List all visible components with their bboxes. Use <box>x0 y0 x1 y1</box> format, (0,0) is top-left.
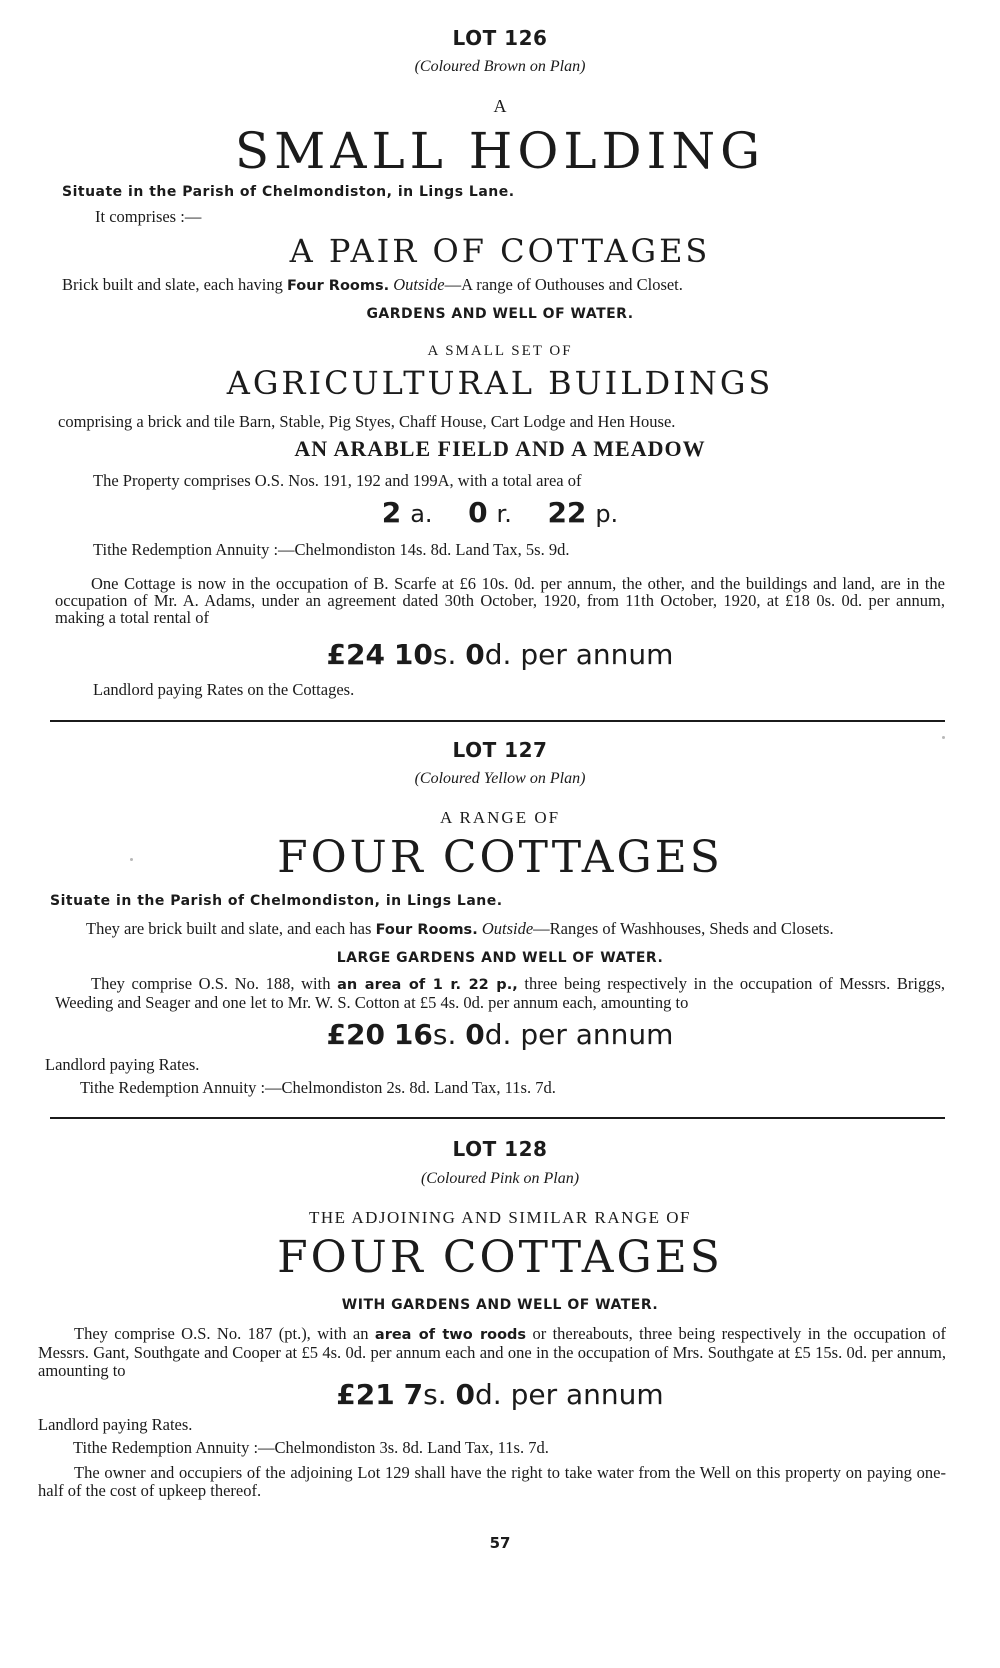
desc-text: —Ranges of Washhouses, Sheds and Closets. <box>533 919 834 938</box>
pence-unit: d. <box>475 1378 502 1411</box>
rent-suffix: per annum <box>520 638 674 671</box>
lot-126-comprises: It comprises :— <box>95 207 202 226</box>
shillings-unit: s. <box>423 1378 447 1411</box>
lot-127-rent <box>0 1018 1000 1051</box>
section-divider <box>50 720 945 722</box>
four-rooms-text: Four Rooms. <box>286 278 390 294</box>
lot-126-location: Situate in the Parish of Chelmondiston, in Lings Lane. <box>62 184 515 200</box>
print-speck <box>130 858 133 861</box>
comprise-text: or thereabouts, three being respectively in the occupation of Messrs. Gant, Southgate and Cooper at £5 4s. 0d. per annum each and one in the occupation of Mrs. Southgate at £5 15s. 0d. per annum, amounting to <box>38 1324 947 1380</box>
comprise-text: They comprise O.S. No. 187 (pt.), with an <box>74 1324 375 1343</box>
area-roods: 0 <box>468 496 488 529</box>
lot-126-property: The Property comprises O.S. Nos. 191, 192 and 199A, with a total area of <box>93 471 582 490</box>
rent-pence: 0 <box>465 638 485 671</box>
desc-text: They are brick built and slate, and each has <box>86 919 376 938</box>
page-number: 57 <box>489 1534 511 1552</box>
lot-127-range-of: A RANGE OF <box>439 808 561 827</box>
lot-126-article: A <box>493 96 507 116</box>
rent-pence: 0 <box>455 1378 476 1411</box>
lot-127-gardens: LARGE GARDENS AND WELL OF WATER. <box>336 950 664 966</box>
rent-suffix: per annum <box>520 1018 674 1051</box>
lot-126-cottages-desc <box>62 275 683 295</box>
rent-pounds: £24 <box>326 638 385 671</box>
lot-127-heading: LOT 127 <box>452 738 548 762</box>
lot-128-water-right: The owner and occupiers of the adjoining Lot 129 shall have the right to take water from the Well on this property on paying one-half of the cost of upkeep thereof. <box>38 1463 946 1500</box>
desc-text: Brick built and slate, each having <box>62 275 287 294</box>
outside-text: Outside <box>481 919 534 938</box>
lot-127-comprise <box>55 975 945 1011</box>
four-rooms-text: Four Rooms. <box>375 922 478 938</box>
area-perches: 22 <box>547 496 587 529</box>
lot-128-plan-note: (Coloured Pink on Plan) <box>420 1170 580 1187</box>
acres-unit: a. <box>410 500 433 528</box>
lot-127-title: FOUR COTTAGES <box>277 832 723 883</box>
lot-126-buildings-desc: comprising a brick and tile Barn, Stable, Pig Styes, Chaff House, Cart Lodge and Hen House. <box>58 412 676 431</box>
lot-128-landlord: Landlord paying Rates. <box>38 1415 193 1434</box>
lot-127-plan-note: (Coloured Yellow on Plan) <box>414 770 586 787</box>
lot-126-field: AN ARABLE FIELD AND A MEADOW <box>294 436 706 461</box>
lot-128-gardens: WITH GARDENS AND WELL OF WATER. <box>341 1297 659 1313</box>
lot-126-rent <box>0 638 1000 671</box>
rent-suffix: per annum <box>510 1378 664 1411</box>
pence-unit: d. <box>484 1018 512 1051</box>
lot-126-buildings-title: AGRICULTURAL BUILDINGS <box>226 364 774 402</box>
lot-128-rent <box>0 1378 1000 1411</box>
rent-pounds: £21 <box>336 1378 395 1411</box>
lot-127-desc <box>86 919 834 939</box>
shillings-unit: s. <box>432 638 457 671</box>
print-speck <box>942 736 945 739</box>
lot-128-comprise <box>38 1325 946 1380</box>
lot-126-cottages-title: A PAIR OF COTTAGES <box>289 232 711 270</box>
lot-126-occupation: One Cottage is now in the occupation of B. Scarfe at £6 10s. 0d. per annum, the other, and the buildings and land, are in the occupation of Mr. A. Adams, under an agreement dated 30th October, 1920, from 11th October, 1920, at £18 0s. 0d. per annum, making a total rental of <box>55 574 945 627</box>
lot-127-location: Situate in the Parish of Chelmondiston, in Lings Lane. <box>50 893 503 909</box>
lot-126-landlord: Landlord paying Rates on the Cottages. <box>93 680 355 699</box>
pence-unit: d. <box>484 638 512 671</box>
lot-126-gardens: GARDENS AND WELL OF WATER. <box>366 306 634 322</box>
perches-unit: p. <box>595 500 619 528</box>
desc-text: —A range of Outhouses and Closet. <box>444 275 683 294</box>
lot-126-area <box>0 496 1000 529</box>
rent-shillings: 10 <box>393 638 433 671</box>
lot-126-title: SMALL HOLDING <box>234 122 766 180</box>
comprise-text: They comprise O.S. No. 188, with <box>91 974 338 993</box>
area-acres: 2 <box>381 496 402 529</box>
lot-128-tithe: Tithe Redemption Annuity :—Chelmondiston 3s. 8d. Land Tax, 11s. 7d. <box>73 1438 549 1457</box>
roods-unit: r. <box>496 500 512 528</box>
lot-128-heading: LOT 128 <box>452 1137 548 1161</box>
shillings-unit: s. <box>432 1018 457 1051</box>
lot-126-heading: LOT 126 <box>452 26 548 50</box>
area-text: an area of 1 r. 22 p., <box>337 977 518 993</box>
rent-shillings: 16 <box>393 1018 433 1051</box>
outside-text: Outside <box>393 275 445 294</box>
section-divider <box>50 1117 945 1119</box>
rent-pence: 0 <box>465 1018 485 1051</box>
lot-126-set-of: A SMALL SET OF <box>427 343 573 359</box>
comprise-text: three being respectively in the occupation of Messrs. Briggs, Weeding and Seager and one let to Mr. W. S. Cotton at £5 4s. 0d. per annum each, amounting to <box>55 974 946 1012</box>
lot-127-tithe: Tithe Redemption Annuity :—Chelmondiston 2s. 8d. Land Tax, 11s. 7d. <box>80 1078 556 1097</box>
rent-shillings: 7 <box>403 1378 424 1411</box>
lot-128-adjoining: THE ADJOINING AND SIMILAR RANGE OF <box>308 1208 692 1227</box>
lot-128-title: FOUR COTTAGES <box>277 1232 723 1283</box>
lot-127-landlord: Landlord paying Rates. <box>45 1055 200 1074</box>
rent-pounds: £20 <box>326 1018 385 1051</box>
area-text: area of two roods <box>374 1327 527 1343</box>
lot-126-plan-note: (Coloured Brown on Plan) <box>414 58 586 75</box>
lot-126-tithe: Tithe Redemption Annuity :—Chelmondiston 14s. 8d. Land Tax, 5s. 9d. <box>93 540 570 559</box>
